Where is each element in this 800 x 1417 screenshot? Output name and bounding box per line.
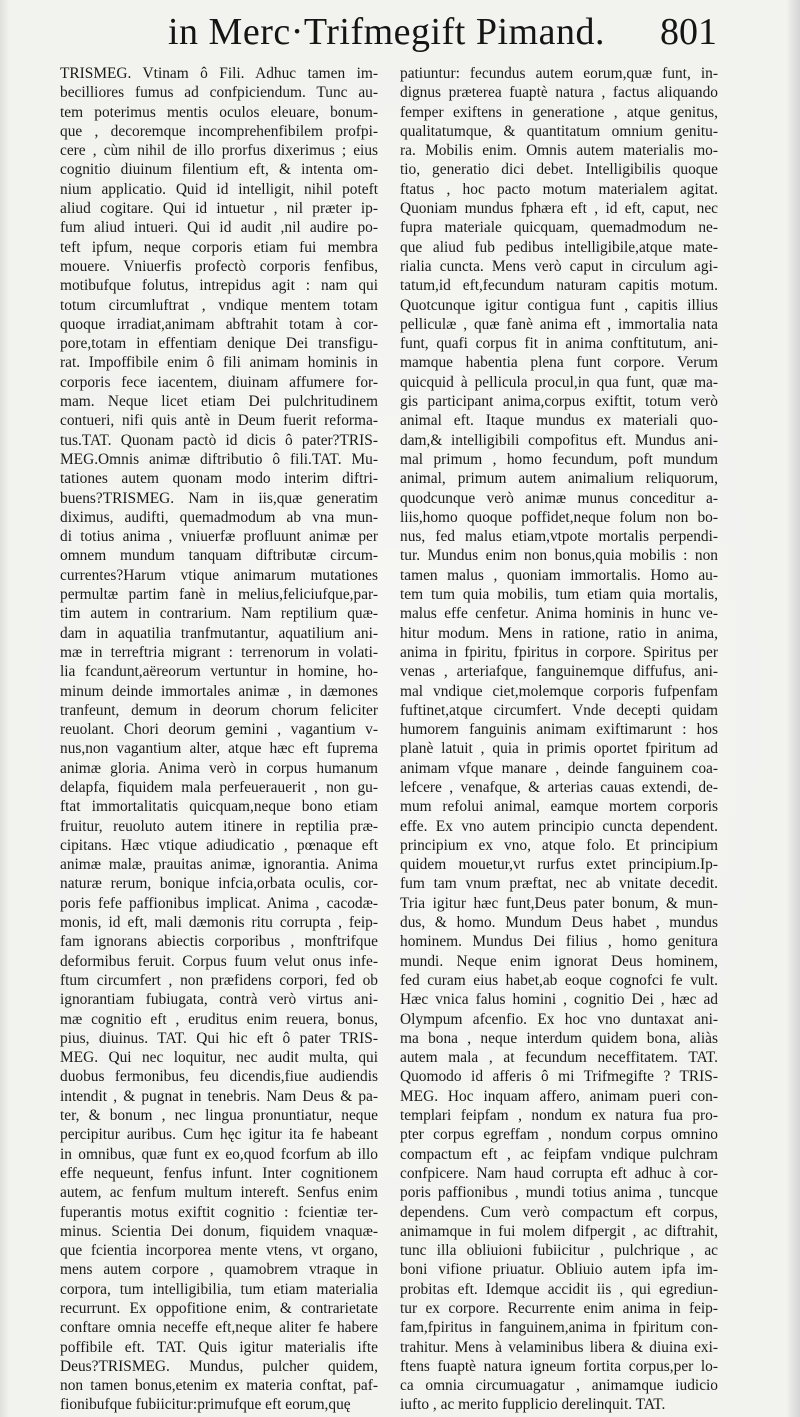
text-line: tamen malus , quoniam immortalis. Homo au- — [400, 566, 718, 584]
text-line: dam,& intelligibili compofitus eft. Mundus ani- — [400, 431, 718, 449]
text-line: quicquid à pellicula procul,in qua funt, quæ ma- — [400, 373, 718, 391]
text-line: di totius anima , vniuerfæ profluunt animæ per — [60, 528, 378, 546]
text-line: animamque in fui molem difpergit , ac diftrahit, — [400, 1222, 718, 1240]
text-line: quidem mouetur,vt rurfus extet principium.Ip- — [400, 856, 718, 874]
running-head — [0, 8, 800, 58]
running-title: in Merc·Trifmegift Pimand. — [168, 11, 605, 53]
text-line: ca omnia circumuagatur , animamque iudicio — [400, 1377, 718, 1395]
text-line: effe nequeunt, fenfus infunt. Inter cognitionem — [60, 1164, 378, 1182]
text-line: mamque habentia plena funt corpore. Verum — [400, 354, 718, 372]
text-line: cere , cùm nihil de illo prorfus dixerimus ; eius — [60, 142, 378, 160]
text-line: currentes?Harum vtique animarum mutationes — [60, 566, 378, 584]
text-line: corporis fece iacentem, diuinam affumere for- — [60, 373, 378, 391]
text-line: quodcunque verò animæ munus conceditur a- — [400, 489, 718, 507]
text-line: ftatus , hoc pacto motum materialem agitat. — [400, 180, 718, 198]
text-line: buens?TRISMEG. Nam in iis,quæ generatim — [60, 489, 378, 507]
text-line: poris fefe paffionibus implicat. Anima , cacodæ- — [60, 894, 378, 912]
text-line: fum aliud intueri. Qui id audit ,nil audire po- — [60, 219, 378, 237]
text-line: dignus præterea fuaptè natura , factus aliquando — [400, 84, 718, 102]
text-line: animal eft. Itaque mundus ex materiali quo- — [400, 412, 718, 430]
text-line: aliud cogitare. Qui id intuetur , nil præter ip- — [60, 200, 378, 218]
text-line: tem poterimus mentis oculos eleuare, bonum- — [60, 103, 378, 121]
text-line: in omnibus, quæ funt ex eo,quod fcorfum ab illo — [60, 1145, 378, 1163]
text-column-left — [60, 64, 378, 1415]
text-line: Quotcunque igitur contigua funt , capitis illius — [400, 296, 718, 314]
text-line: tur ex corpore. Recurrente enim anima in feip- — [400, 1300, 718, 1317]
text-line: quoque irradiat,animam abftrahit totam à cor- — [60, 315, 378, 333]
text-line: que fcientia incorporea mente vtens, vt organo, — [60, 1242, 378, 1260]
text-line: templari feipfam , nondum ex natura fua pro- — [400, 1107, 718, 1125]
text-line: animam vfque manare , deinde fanguinem coa- — [400, 759, 718, 777]
text-line: mæ in terreftria migrant : terrenorum in volati- — [60, 643, 378, 661]
text-line: percipitur auribus. Cum hęc igitur ita fe habeant — [60, 1126, 378, 1144]
text-line: boni vifione priuatur. Obliuio autem ipfa im- — [400, 1261, 718, 1279]
text-line: iufto , ac merito fupplicio derelinquit. TAT. — [400, 1396, 666, 1414]
text-line: naturæ rerum, bonique infcia,orbata oculis, cor- — [60, 875, 378, 893]
text-line: corpora, tum intelligibilia, tum etiam materialia — [60, 1280, 378, 1298]
text-line: mal vndique ciet,molemque corporis fufpenfam — [400, 682, 718, 700]
text-line: deformibus feruit. Corpus fuum velut onus infe- — [60, 952, 378, 970]
text-line: pius, diuinus. TAT. Qui hic eft ô pater TRIS- — [60, 1029, 378, 1047]
text-line: non tamen bonus,etenim ex materia conftat, paf- — [60, 1377, 378, 1395]
text-line: anima in fpiritu, fpiritus in corpore. Spiritus per — [400, 643, 718, 661]
text-line: funt, quafi corpus fit in anima conftitutum, ani- — [400, 335, 718, 353]
text-line: pter corpus egreffam , nondum corpus omnino — [400, 1126, 718, 1144]
text-line: hominem. Mundus Dei filius , homo genitura — [400, 933, 718, 951]
text-line: trahitur. Mens à velaminibus libera & diuina exi- — [400, 1338, 718, 1356]
text-line: fam ignorans abiectis corporibus , monftrifque — [60, 933, 378, 951]
text-line: patiuntur: fecundus autem eorum,quæ funt, in- — [400, 65, 718, 82]
text-line: fupra materiale quicquam, quemadmodum ne- — [400, 219, 718, 237]
text-line: rialia cuncta. Mens verò caput in circulum agi- — [400, 257, 718, 275]
page-edge-shadow-left — [0, 0, 10, 1417]
text-line: fionibufque fubiicitur:primufque eft eorum,quę — [60, 1396, 351, 1414]
page-edge-shadow-right — [786, 0, 800, 1417]
text-line: lefcere , venafque, & arterias cauas extendi, de- — [400, 778, 718, 796]
text-line: dus, & homo. Mundum Deus habet , mundus — [400, 914, 718, 932]
text-line: malus effe cenfetur. Anima hominis in hunc ve- — [400, 605, 718, 623]
text-line: effe. Ex vno autem principio cuncta dependent. — [400, 817, 718, 835]
text-line: ra. Mobilis enim. Omnis autem materialis mo- — [400, 142, 718, 160]
text-line: diximus, audifti, quemadmodum ab vna mun- — [60, 508, 378, 526]
text-line: Tria igitur hæc funt,Deus pater bonum, & mun- — [400, 894, 718, 912]
text-line: MEG.Omnis animæ diftributio ô fili.TAT. Mu- — [60, 450, 378, 468]
text-line: femper exiftens in generatione , atque genitus, — [400, 103, 718, 121]
text-line: omnem mundum tanquam diftributæ circum- — [60, 547, 378, 565]
text-line: minum deinde immortales animæ , in dæmones — [60, 682, 378, 700]
text-line: ter, & bonum , nec lingua pronuntiatur, neque — [60, 1107, 378, 1125]
text-line: tus.TAT. Quonam pactò id dicis ô pater?TRIS- — [60, 431, 378, 449]
text-line: animæ malæ, prauitas animæ, ignorantia. Anima — [60, 856, 378, 874]
text-line: planè latuit , quia in primis oportet fpiritum ad — [400, 740, 718, 758]
text-line: autem mala , at fecundum neceffitatem. TAT. — [400, 1049, 718, 1067]
text-line: cognitio diuinum filentium eft, & intenta om- — [60, 161, 378, 179]
text-line: fam,fpiritus in fanguinem,anima in fpiritum con- — [400, 1319, 718, 1337]
text-line: recurrunt. Ex oppofitione enim, & contrarietate — [60, 1300, 378, 1317]
text-column-right — [400, 64, 718, 1415]
text-line: TRISMEG. Vtinam ô Fili. Adhuc tamen im- — [60, 65, 378, 82]
text-line: dam in aquatilia tranfmutantur, aquatilium ani- — [60, 624, 378, 642]
text-line: hitur modum. Mens in ratione, ratio in anima, — [400, 624, 718, 642]
text-line: mæ cognitio eft , eruditus enim reuera, bonus, — [60, 1010, 378, 1028]
text-line: fed curam eius habet,ab eoque cognofci fe vult. — [400, 971, 718, 989]
text-line: tranfeunt, demum in deorum chorum feliciter — [60, 701, 378, 719]
text-line: reuolant. Chori deorum gemini , vagantium v- — [60, 721, 378, 739]
text-line: tunc illa obliuioni fubiicitur , pulchrique , ac — [400, 1242, 718, 1260]
text-line: fuperantis motus exiftit cognitio : fcientiæ ter- — [60, 1203, 378, 1221]
text-line: Olympum afcenfio. Ex hoc vno duntaxat ani- — [400, 1010, 718, 1028]
text-line: MEG. Hoc inquam affero, animam pueri con- — [400, 1087, 718, 1105]
text-line: teft ipfum, neque corporis etiam fui membra — [60, 238, 378, 256]
text-line: autem, ac fenfum multum intereft. Senfus enim — [60, 1184, 378, 1202]
text-line: tatum,id eft,fecundum naturam capitis motum. — [400, 277, 718, 295]
text-line: mam. Neque licet etiam Dei pulchritudinem — [60, 393, 378, 411]
text-line: ma bona , neque interdum quidem bona, aliàs — [400, 1029, 718, 1047]
text-line: conftare omnia neceffe eft,neque aliter fe habere — [60, 1319, 378, 1337]
text-line: Deus?TRISMEG. Mundus, pulcher quidem, — [60, 1357, 378, 1375]
text-line: mal primum , homo fecundum, poft mundum — [400, 450, 718, 468]
text-line: ftum circumfert , non præfidens corpori, fed ob — [60, 971, 378, 989]
text-line: totum circumluftrat , vndique mentem totam — [60, 296, 378, 314]
text-line: monis, id eft, mali dæmonis ritu corrupta , feip- — [60, 914, 378, 932]
text-line: liis,homo quoque poffidet,neque folum non bo- — [400, 508, 718, 526]
text-line: tur. Mundus enim non bonus,quia mobilis : non — [400, 547, 718, 565]
text-line: cipitans. Hæc vtique adiudicatio , pœnaque eft — [60, 836, 378, 854]
text-line: fuftinet,atque circumfert. Vnde decepti quidam — [400, 701, 718, 719]
text-line: Hæc vnica falus homini , cognitio Dei , hæc ad — [400, 991, 718, 1009]
text-line: venas , arteriafque, fanguinemque diffufus, ani- — [400, 663, 718, 681]
text-line: probitas eft. Idemque accidit iis , qui egrediun- — [400, 1280, 718, 1298]
text-line: compactum eft , ac feipfam vndique pulchram — [400, 1145, 718, 1163]
text-line: becilliores fumus ad confpiciendum. Tunc au- — [60, 84, 378, 102]
text-line: animal, primum autem animalium reliquorum, — [400, 470, 718, 488]
text-line: mouere. Vniuerfis profectò corporis fenfibus, — [60, 257, 378, 275]
text-line: pore,totam in effentiam denique Dei transfigu- — [60, 335, 378, 353]
text-line: Quomodo id afferis ô mi Trifmegifte ? TRIS- — [400, 1068, 718, 1086]
text-line: Quoniam mundus fphæra eft , id eft, caput, nec — [400, 200, 718, 218]
text-line: qualitatumque, & quantitatum omnium genitu- — [400, 122, 718, 140]
text-line: gis participant anima,corpus exiftit, totum verò — [400, 393, 718, 411]
text-line: humorem fanguinis animam exiftimarunt : hos — [400, 721, 718, 739]
text-line: duobus fermonibus, feu dicendis,fiue audiendis — [60, 1068, 378, 1086]
text-line: tim autem in contrarium. Nam reptilium quæ- — [60, 605, 378, 623]
text-line: intendit , & pugnat in tenebris. Nam Deus & pa- — [60, 1087, 378, 1105]
text-line: ignorantiam fubiugata, contrà verò virtus ani- — [60, 991, 378, 1009]
text-line: tationes autem quonam modo interim diftri- — [60, 470, 378, 488]
text-line: lia fcandunt,aëreorum vertuntur in homine, ho- — [60, 663, 378, 681]
text-line: mundi. Neque enim ignorat Deus hominem, — [400, 952, 718, 970]
text-line: mens autem corpore , quamobrem vtraque in — [60, 1261, 378, 1279]
text-line: contueri, nifi quis antè in Deum fuerit reforma- — [60, 412, 378, 430]
text-line: confpicere. Nam haud corrupta eft adhuc à cor- — [400, 1164, 718, 1182]
text-line: fum tam vnum præftat, nec ab vnitate decedit. — [400, 875, 718, 893]
text-line: animæ gloria. Anima verò in corpus humanum — [60, 759, 378, 777]
text-line: que , decoremque incomprehenfibilem profpi- — [60, 122, 378, 140]
text-line: ftat immortalitatis quicquam,neque bono etiam — [60, 798, 378, 816]
text-line: rat. Impoffibile enim ô fili animam hominis in — [60, 354, 378, 372]
page-number: 801 — [660, 11, 717, 53]
text-line: motibufque folutus, intrepidus agit : nam qui — [60, 277, 378, 295]
text-line: mum refolui animal, eamque mortem corporis — [400, 798, 718, 816]
text-line: nium applicatio. Quid id intelligit, nihil poteft — [60, 180, 378, 198]
text-line: nus, fed malus etiam,vtpote mortalis perpendi- — [400, 528, 718, 546]
text-line: poris paffionibus , mundi totius anima , tuncque — [400, 1184, 718, 1202]
text-line: minus. Scientia Dei donum, fiquidem vnaquæ- — [60, 1222, 378, 1240]
text-line: delapfa, fiquidem mala perfeuerauerit , non gu- — [60, 778, 378, 796]
text-line: pelliculæ , quæ fanè anima eft , immortalia nata — [400, 315, 718, 333]
text-line: MEG. Qui nec loquitur, nec audit multa, qui — [60, 1049, 378, 1067]
text-line: poffibile eft. TAT. Quis igitur materialis ifte — [60, 1338, 378, 1356]
text-line: que aliud fub pedibus intelligibile,atque mate- — [400, 238, 718, 256]
text-line: tem tum quia mobilis, tum etiam quia mortalis, — [400, 586, 718, 604]
text-line: nus,non vagantium alter, atque hæc eft fuprema — [60, 740, 378, 758]
text-line: principium ex vno, atque folo. Et principium — [400, 836, 718, 854]
text-line: dependens. Cum verò compactum eft corpus, — [400, 1203, 718, 1221]
text-line: permultæ partim fanè in melius,feliciufque,par- — [60, 586, 378, 604]
text-line: fruitur, reuoluto autem itinere in reptilia præ- — [60, 817, 378, 835]
text-line: ftens fuaptè natura igneum fortita corpus,per lo- — [400, 1357, 718, 1375]
text-line: tio, generatio dici debet. Intelligibilis quoque — [400, 161, 718, 179]
